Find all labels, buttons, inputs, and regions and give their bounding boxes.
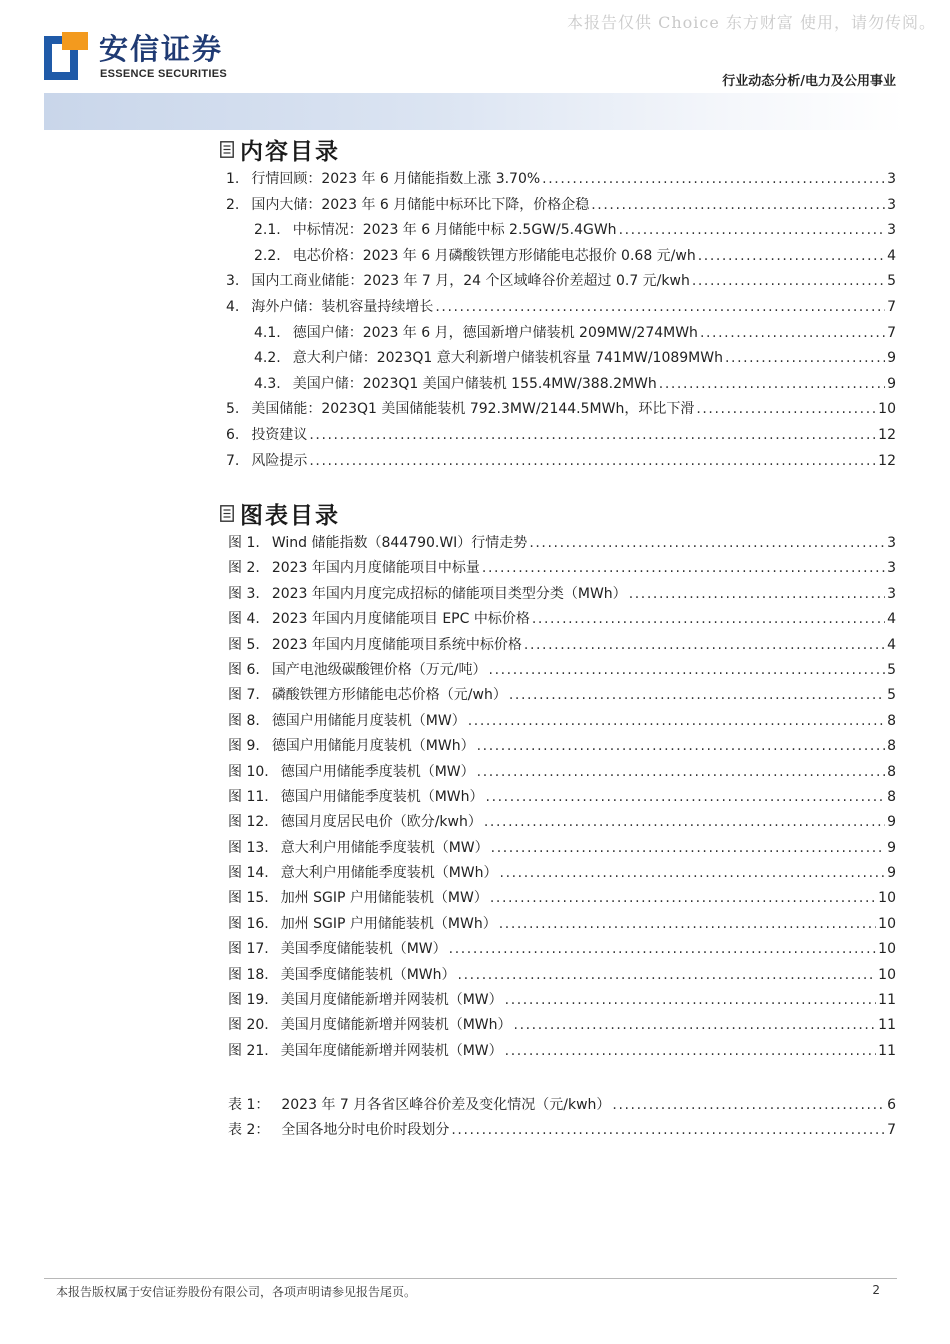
figure-entry[interactable]: 图 16. 加州 SGIP 户用储能装机（MWh） ..... 10 <box>228 913 896 938</box>
contents-title <box>220 133 340 166</box>
toc-entry[interactable]: 2. 国内大储：2023 年 6 月储能中标环比下降，价格企稳 ..... 3 <box>226 194 896 220</box>
contents-title-text: 内容目录 <box>240 139 340 165</box>
page-number: 2 <box>872 1283 880 1297</box>
figure-entry[interactable]: 图 6. 国产电池级碳酸锂价格（万元/吨） ..... 5 <box>228 659 896 684</box>
document-icon <box>220 505 234 522</box>
toc-entry[interactable]: 2.2. 电芯价格：2023 年 6 月磷酸铁锂方形储能电芯报价 0.68 元/wh ..... 4 <box>226 245 896 271</box>
footer-disclaimer: 本报告版权属于安信证券股份有限公司，各项声明请参见报告尾页。 <box>56 1285 417 1299</box>
toc-entry[interactable]: 1. 行情回顾：2023 年 6 月储能指数上涨 3.70% ..... 3 <box>226 168 896 194</box>
brand-name-en: ESSENCE SECURITIES <box>100 68 228 80</box>
toc-entry[interactable]: 7. 风险提示 ..... 12 <box>226 450 896 476</box>
tables-list <box>228 1094 896 1145</box>
figure-entry[interactable]: 图 19. 美国月度储能新增并网装机（MW） ..... 11 <box>228 989 896 1014</box>
figure-entry[interactable]: 图 14. 意大利户用储能季度装机（MWh） ..... 9 <box>228 862 896 887</box>
toc-entry[interactable]: 4. 海外户储：装机容量持续增长 ..... 7 <box>226 296 896 322</box>
figure-entry[interactable]: 图 15. 加州 SGIP 户用储能装机（MW） ..... 10 <box>228 887 896 912</box>
figures-list <box>228 532 896 1065</box>
toc-entry[interactable]: 5. 美国储能：2023Q1 美国储能装机 792.3MW/2144.5MWh，环比下滑 ..... 10 <box>226 398 896 424</box>
table-entry[interactable]: 表 1： 2023 年 7 月各省区峰谷价差及变化情况（元/kwh） ..... 6 <box>228 1094 896 1119</box>
figure-entry[interactable]: 图 8. 德国户用储能月度装机（MW） ..... 8 <box>228 710 896 735</box>
toc-entry[interactable]: 3. 国内工商业储能：2023 年 7 月，24 个区域峰谷价差超过 0.7 元/kwh ..... 5 <box>226 270 896 296</box>
figure-entry[interactable]: 图 3. 2023 年国内月度完成招标的储能项目类型分类（MWh） ..... 3 <box>228 583 896 608</box>
figures-title-text: 图表目录 <box>240 503 340 529</box>
toc-entry[interactable]: 4.2. 意大利户储：2023Q1 意大利新增户储装机容量 741MW/1089MWh ..... 9 <box>226 347 896 373</box>
figures-title <box>220 497 340 530</box>
document-icon <box>220 141 234 158</box>
footer-divider <box>44 1278 897 1279</box>
figure-entry[interactable]: 图 7. 磷酸铁锂方形储能电芯价格（元/wh） ..... 5 <box>228 684 896 709</box>
figure-entry[interactable]: 图 12. 德国月度居民电价（欧分/kwh） ..... 9 <box>228 811 896 836</box>
watermark: 本报告仅供 Choice 东方财富 使用，请勿传阅。 <box>567 13 936 32</box>
figure-entry[interactable]: 图 17. 美国季度储能装机（MW） ..... 10 <box>228 938 896 963</box>
brand-logo <box>44 32 244 86</box>
toc-entry[interactable]: 6. 投资建议 ..... 12 <box>226 424 896 450</box>
figure-entry[interactable]: 图 21. 美国年度储能新增并网装机（MW） ..... 11 <box>228 1040 896 1065</box>
figure-entry[interactable]: 图 20. 美国月度储能新增并网装机（MWh） ..... 11 <box>228 1014 896 1039</box>
report-type: 行业动态分析/电力及公用事业 <box>722 74 896 89</box>
figure-entry[interactable]: 图 10. 德国户用储能季度装机（MW） ..... 8 <box>228 761 896 786</box>
figure-entry[interactable]: 图 9. 德国户用储能月度装机（MWh） ..... 8 <box>228 735 896 760</box>
figure-entry[interactable]: 图 2. 2023 年国内月度储能项目中标量 ..... 3 <box>228 557 896 582</box>
brand-name-cn: 安信证券 <box>99 32 224 66</box>
figure-entry[interactable]: 图 4. 2023 年国内月度储能项目 EPC 中标价格 ..... 4 <box>228 608 896 633</box>
figure-entry[interactable]: 图 5. 2023 年国内月度储能项目系统中标价格 ..... 4 <box>228 634 896 659</box>
figure-entry[interactable]: 图 1. Wind 储能指数（844790.WI）行情走势 ..... 3 <box>228 532 896 557</box>
toc-entry[interactable]: 2.1. 中标情况：2023 年 6 月储能中标 2.5GW/5.4GWh ..... 3 <box>226 219 896 245</box>
table-entry[interactable]: 表 2： 全国各地分时电价时段划分 ..... 7 <box>228 1119 896 1144</box>
contents-list <box>226 168 896 475</box>
figure-entry[interactable]: 图 18. 美国季度储能装机（MWh） ..... 10 <box>228 964 896 989</box>
header-band <box>44 93 906 130</box>
figure-entry[interactable]: 图 13. 意大利户用储能季度装机（MW） ..... 9 <box>228 837 896 862</box>
figure-entry[interactable]: 图 11. 德国户用储能季度装机（MWh） ..... 8 <box>228 786 896 811</box>
toc-entry[interactable]: 4.3. 美国户储：2023Q1 美国户储装机 155.4MW/388.2MWh ..... 9 <box>226 373 896 399</box>
brand-logo-icon <box>44 32 88 82</box>
toc-entry[interactable]: 4.1. 德国户储：2023 年 6 月，德国新增户储装机 209MW/274MWh ..... 7 <box>226 322 896 348</box>
